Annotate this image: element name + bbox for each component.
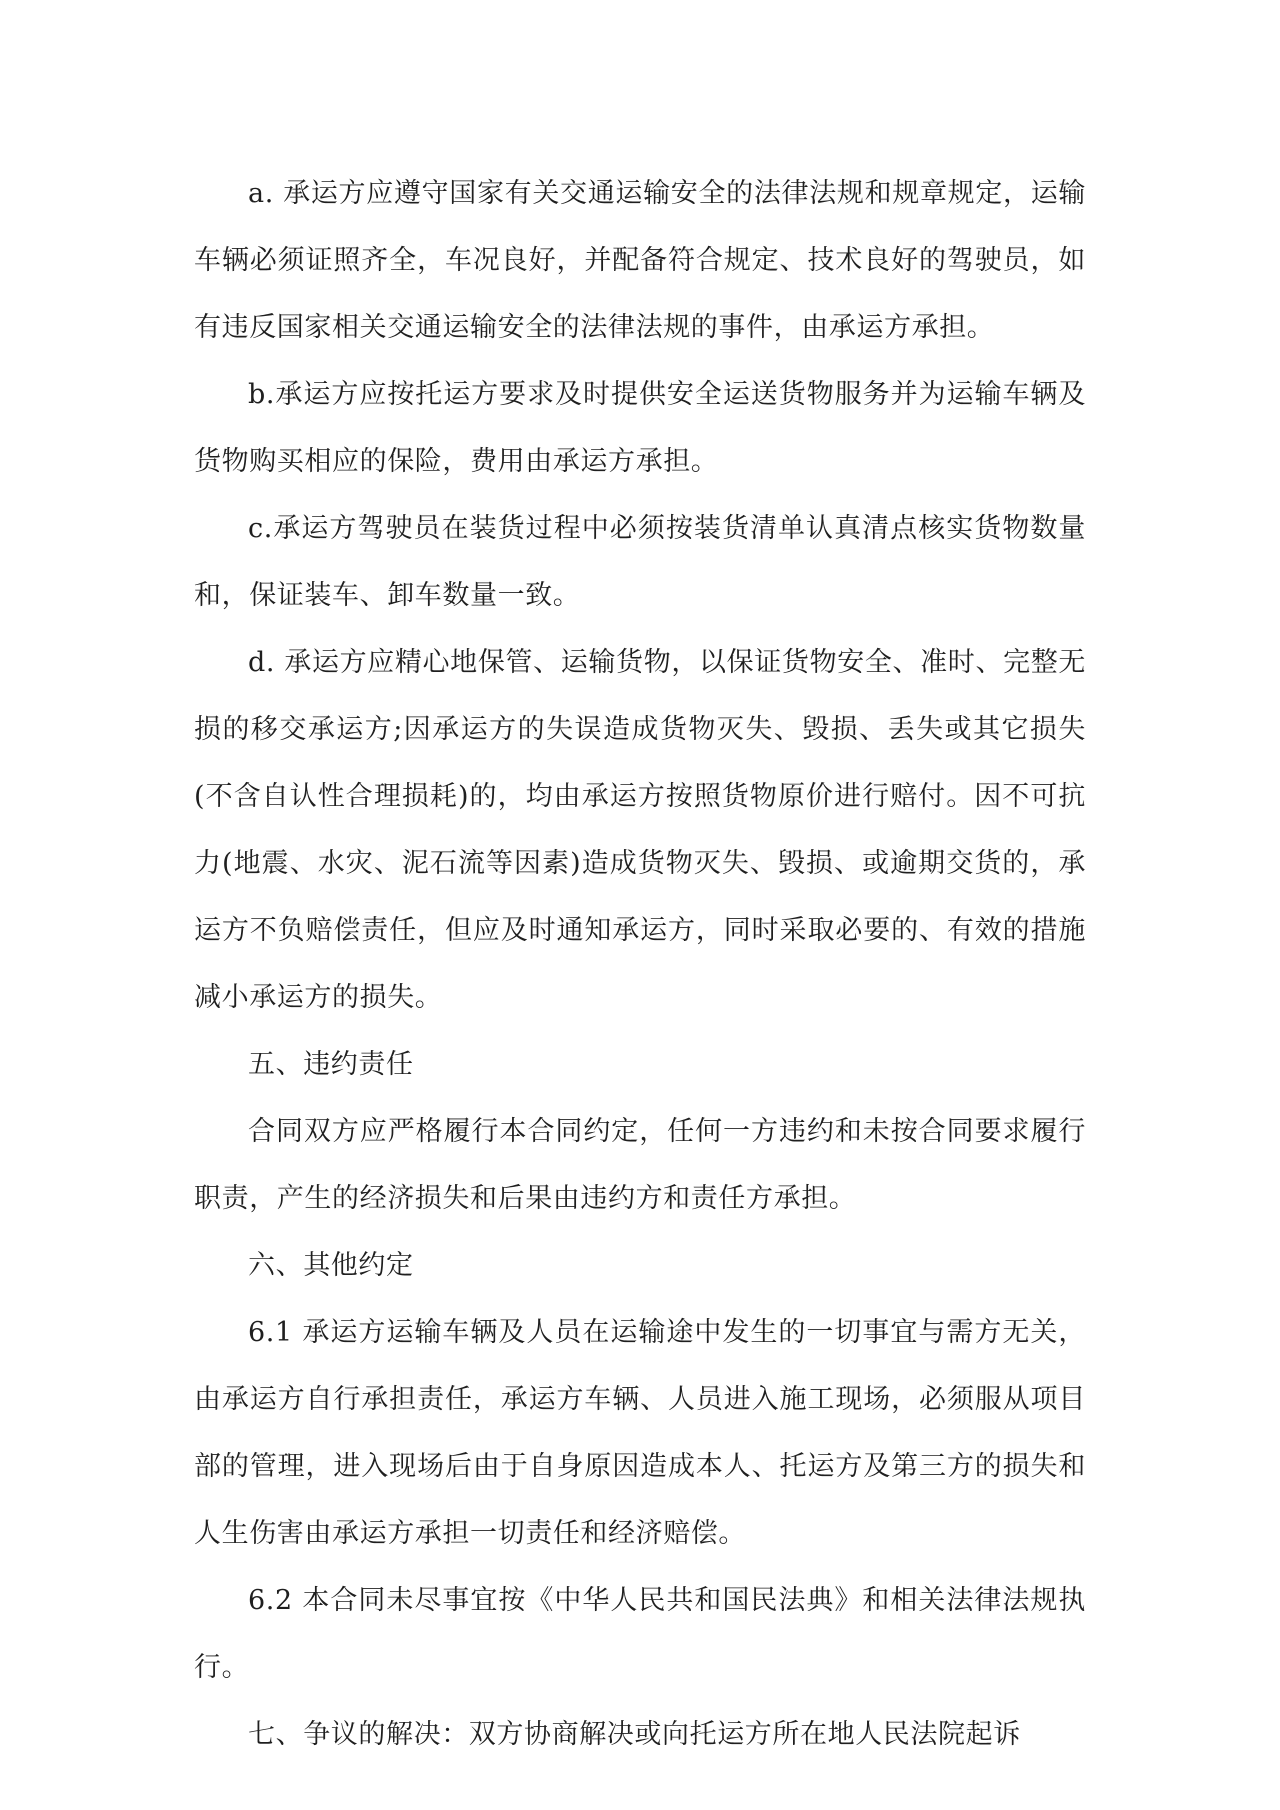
clause-6-1-paragraph: 6.1 承运方运输车辆及人员在运输途中发生的一切事宜与需方无关，由承运方自行承担责任，承运方车辆、人员进入施工现场，必须服从项目部的管理，进入现场后由于自身原因造成本人、托运方及第三方的损失和人生伤害由承运方承担一切责任和经济赔偿。: [194, 1317, 1086, 1549]
section-6-heading: 六、其他约定: [248, 1250, 414, 1281]
section-5-paragraph: 合同双方应严格履行本合同约定，任何一方违约和未按合同要求履行职责，产生的经济损失和后果由违约方和责任方承担。: [194, 1116, 1086, 1214]
clause-d-paragraph: d. 承运方应精心地保管、运输货物，以保证货物安全、准时、完整无损的移交承运方;因承运方的失误造成货物灭失、毁损、丢失或其它损失(不含自认性合理损耗)的，均由承运方按照货物原价进行赔付。因不可抗力(地震、水灾、泥石流等因素)造成货物灭失、毁损、或逾期交货的，承运方不负赔偿责任，但应及时通知承运方，同时采取必要的、有效的措施减小承运方的损失。: [194, 647, 1086, 1013]
document-body: [194, 160, 1086, 1768]
section-5-heading: 五、违约责任: [248, 1049, 414, 1080]
clause-6-2-paragraph: 6.2 本合同未尽事宜按《中华人民共和国民法典》和相关法律法规执行。: [194, 1585, 1086, 1683]
clause-b-paragraph: b.承运方应按托运方要求及时提供安全运送货物服务并为运输车辆及货物购买相应的保险，费用由承运方承担。: [194, 379, 1086, 477]
clause-a-paragraph: a. 承运方应遵守国家有关交通运输安全的法律法规和规章规定，运输车辆必须证照齐全，车况良好，并配备符合规定、技术良好的驾驶员，如有违反国家相关交通运输安全的法律法规的事件，由承运方承担。: [194, 178, 1086, 343]
section-7-heading: 七、争议的解决：双方协商解决或向托运方所在地人民法院起诉: [248, 1719, 1021, 1750]
clause-c-paragraph: c.承运方驾驶员在装货过程中必须按装货清单认真清点核实货物数量和，保证装车、卸车数量一致。: [194, 513, 1086, 611]
